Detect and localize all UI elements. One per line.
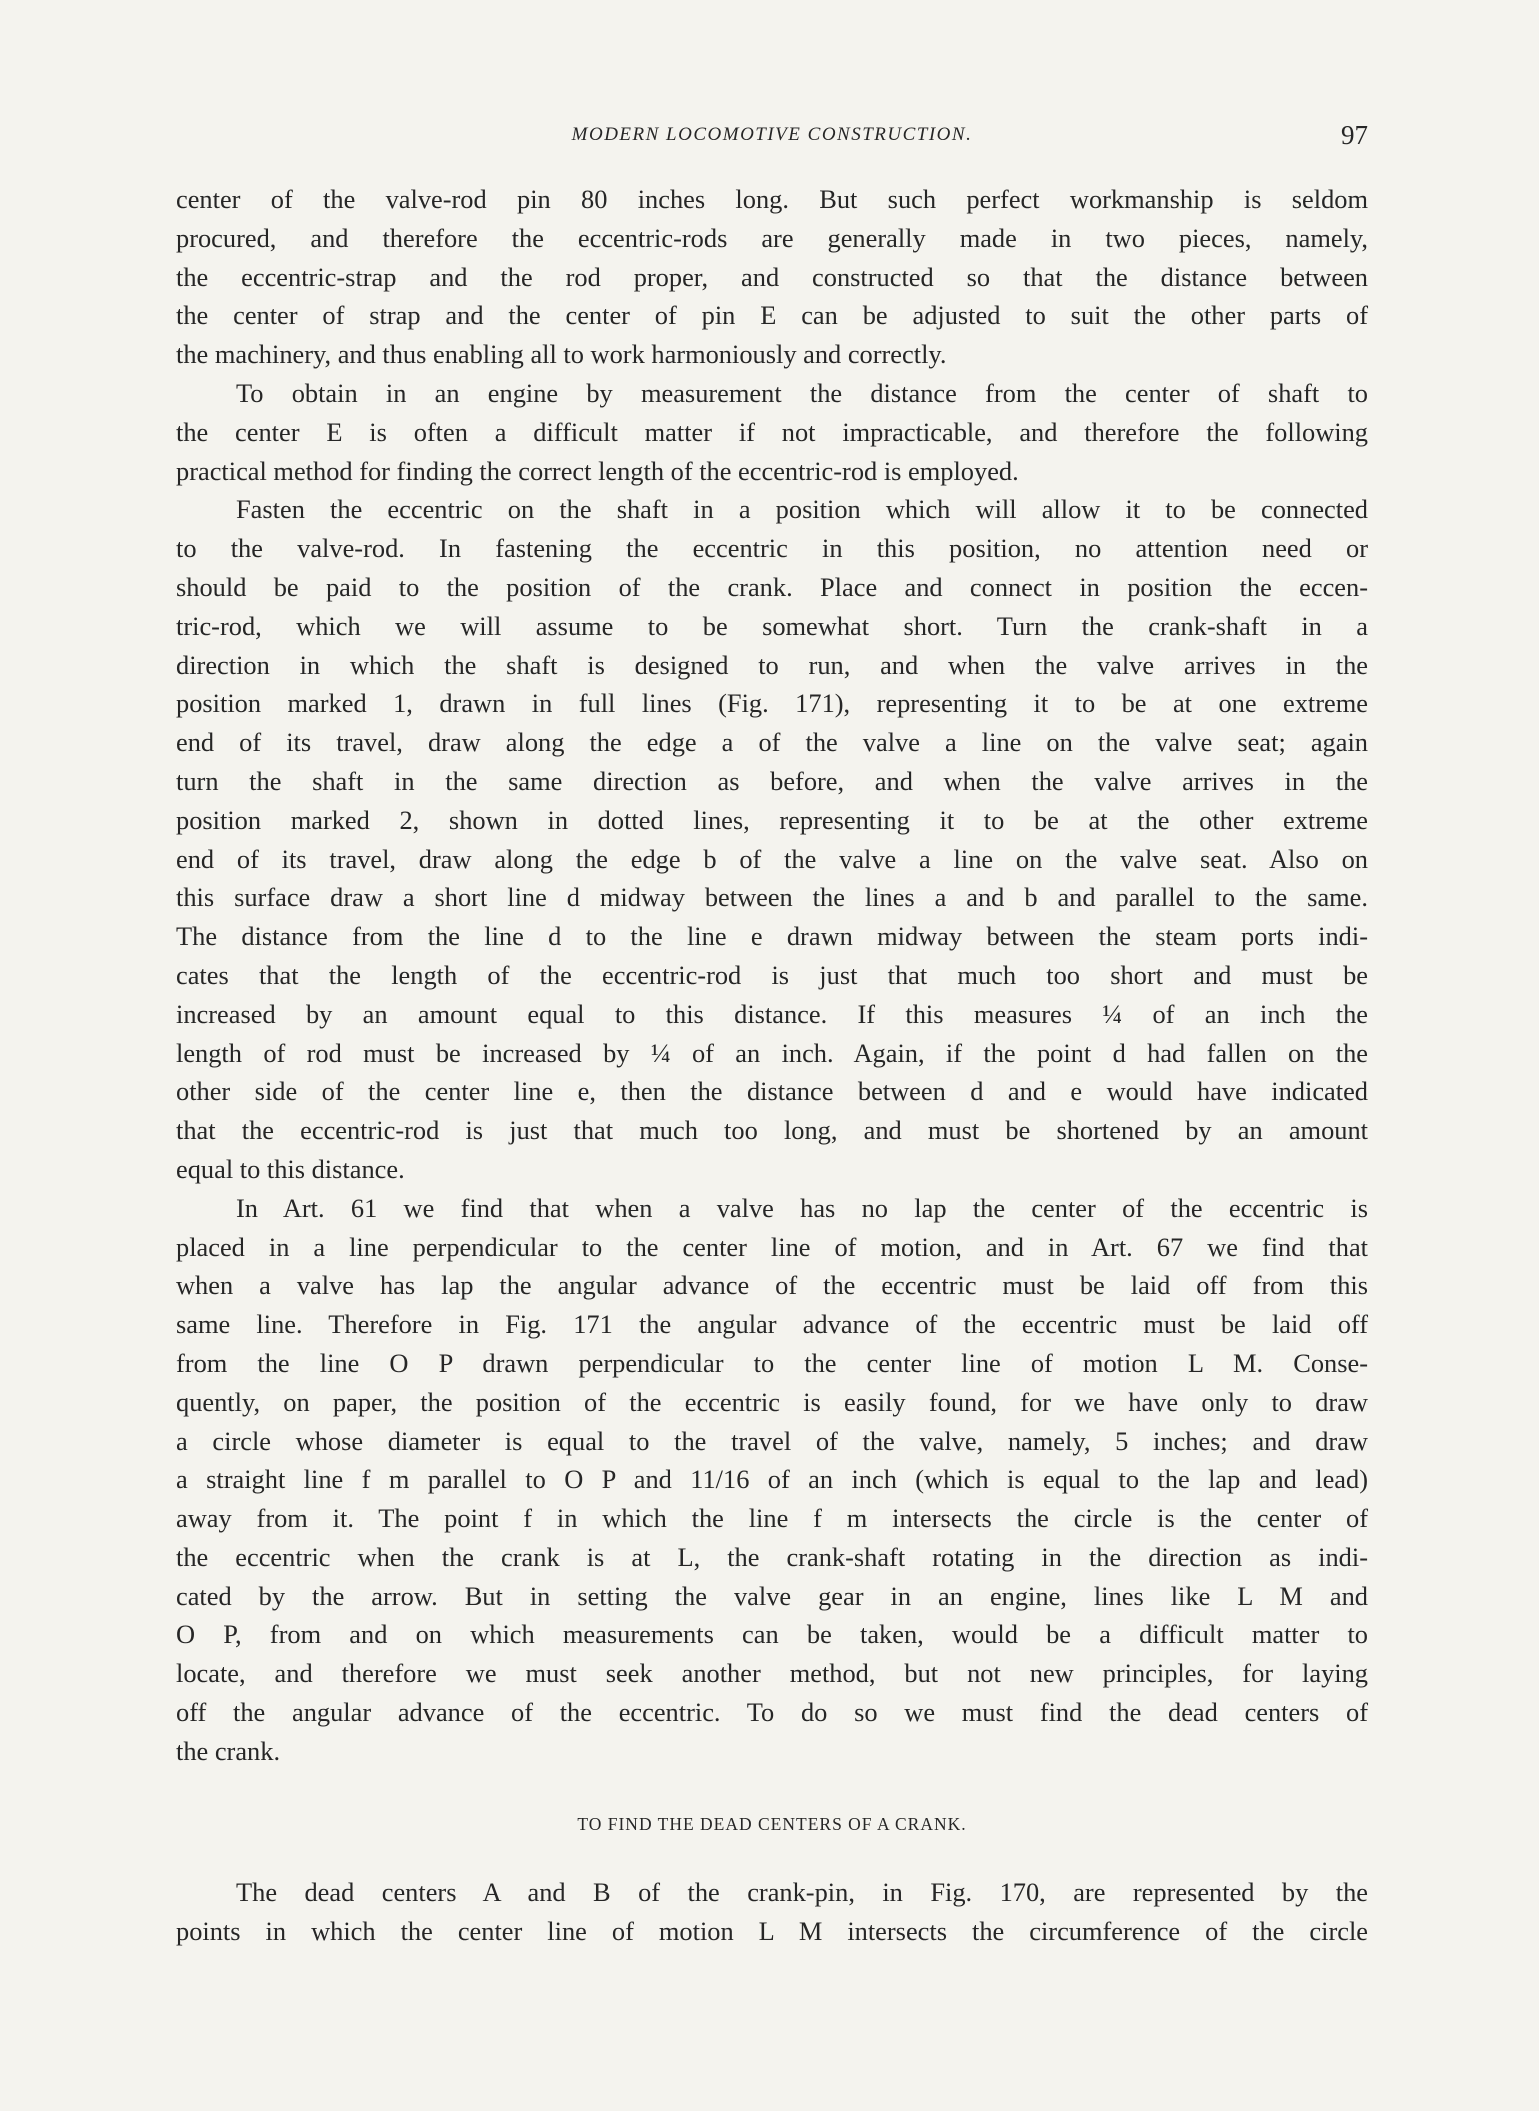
- page-number: 97: [1341, 120, 1368, 150]
- text-line: cated by the arrow. But in setting the valve gear in an engine, lines like L M and: [176, 1580, 1368, 1611]
- text-line: points in which the center line of motion L M intersects the circumference of the circle: [176, 1916, 1368, 1947]
- paragraph: [176, 1189, 1368, 1771]
- text-line: The dead centers A and B of the crank-pin, in Fig. 170, are represented by the: [236, 1877, 1368, 1908]
- text-line: when a valve has lap the angular advance of the eccentric must be laid off from this: [176, 1270, 1368, 1301]
- running-head: [176, 118, 1368, 158]
- text-line: a straight line f m parallel to O P and 11/16 of an inch (which is equal to the lap and lead): [176, 1464, 1368, 1495]
- text-line: Fasten the eccentric on the shaft in a position which will allow it to be connected: [236, 494, 1368, 525]
- paragraph: [176, 180, 1368, 374]
- final-paragraph: [176, 1873, 1368, 1951]
- text-line: increased by an amount equal to this distance. If this measures ¼ of an inch the: [176, 998, 1368, 1029]
- text-line: from the line O P drawn perpendicular to the center line of motion L M. Conse-: [176, 1347, 1368, 1378]
- text-line: In Art. 61 we find that when a valve has no lap the center of the eccentric is: [236, 1192, 1368, 1223]
- text-line: should be paid to the position of the crank. Place and connect in position the eccen-: [176, 571, 1368, 602]
- text-line: the machinery, and thus enabling all to work harmoniously and correctly.: [176, 339, 947, 370]
- text-line: the eccentric-strap and the rod proper, and constructed so that the distance between: [176, 261, 1368, 292]
- text-line: off the angular advance of the eccentric. To do so we must find the dead centers of: [176, 1697, 1368, 1728]
- text-line: the crank.: [176, 1735, 281, 1766]
- text-line: away from it. The point f in which the line f m intersects the circle is the center of: [176, 1503, 1368, 1534]
- text-line: to the valve-rod. In fastening the eccentric in this position, no attention need or: [176, 533, 1368, 564]
- text-line: center of the valve-rod pin 80 inches long. But such perfect workmanship is seldom: [176, 184, 1368, 214]
- text-line: locate, and therefore we must seek another method, but not new principles, for laying: [176, 1658, 1368, 1689]
- text-line: O P, from and on which measurements can be taken, would be a difficult matter to: [176, 1619, 1368, 1650]
- text-line: practical method for finding the correct length of the eccentric-rod is employed.: [176, 455, 1019, 486]
- text-line: The distance from the line d to the line e drawn midway between the steam ports indi-: [176, 921, 1368, 952]
- text-line: cates that the length of the eccentric-rod is just that much too short and must be: [176, 959, 1368, 990]
- text-line: quently, on paper, the position of the eccentric is easily found, for we have only to draw: [176, 1386, 1368, 1417]
- paragraphs: [176, 180, 1368, 1771]
- text-line: other side of the center line e, then the distance between d and e would have indicated: [176, 1076, 1368, 1107]
- text-line: a circle whose diameter is equal to the travel of the valve, namely, 5 inches; and draw: [176, 1425, 1368, 1456]
- paragraph: [176, 490, 1368, 1188]
- text-line: length of rod must be increased by ¼ of an inch. Again, if the point d had fallen on the: [176, 1037, 1368, 1068]
- text-line: end of its travel, draw along the edge a of the valve a line on the valve seat; again: [176, 727, 1368, 758]
- text-line: placed in a line perpendicular to the center line of motion, and in Art. 67 we find that: [176, 1231, 1368, 1262]
- text-line: direction in which the shaft is designed to run, and when the valve arrives in the: [176, 649, 1368, 680]
- text-line: this surface draw a short line d midway between the lines a and b and parallel to the same.: [176, 882, 1368, 913]
- paragraph: [176, 374, 1368, 490]
- text-line: turn the shaft in the same direction as before, and when the valve arrives in the: [176, 765, 1368, 796]
- text-line: end of its travel, draw along the edge b of the valve a line on the valve seat. Also on: [176, 843, 1368, 874]
- text-line: procured, and therefore the eccentric-rods are generally made in two pieces, namely,: [176, 222, 1368, 253]
- text-line: position marked 1, drawn in full lines (Fig. 171), representing it to be at one extreme: [176, 688, 1368, 719]
- text-line: tric-rod, which we will assume to be somewhat short. Turn the crank-shaft in a: [176, 610, 1368, 641]
- text-line: same line. Therefore in Fig. 171 the angular advance of the eccentric must be laid off: [176, 1309, 1368, 1340]
- text-line: To obtain in an engine by measurement the distance from the center of shaft to: [236, 377, 1368, 408]
- text-line: the center E is often a difficult matter if not impracticable, and therefore the following: [176, 416, 1368, 447]
- text-line: the center of strap and the center of pin E can be adjusted to suit the other parts of: [176, 300, 1368, 331]
- body-text: [176, 180, 1368, 1951]
- text-line: equal to this distance.: [176, 1153, 405, 1184]
- section-heading: TO FIND THE DEAD CENTERS OF A CRANK.: [577, 1813, 967, 1834]
- text-line: the eccentric when the crank is at L, the crank-shaft rotating in the direction as indi-: [176, 1541, 1368, 1572]
- running-title: MODERN LOCOMOTIVE CONSTRUCTION.: [571, 124, 973, 145]
- text-line: that the eccentric-rod is just that much too long, and must be shortened by an amount: [176, 1115, 1368, 1146]
- text-line: position marked 2, shown in dotted lines, representing it to be at the other extreme: [176, 804, 1368, 835]
